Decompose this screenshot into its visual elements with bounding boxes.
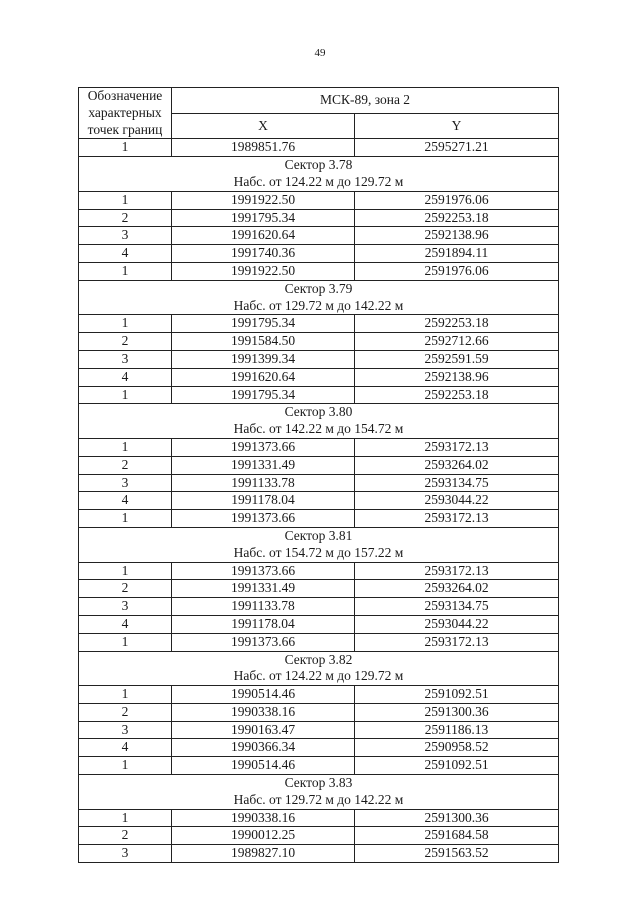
point-number-cell: 4: [79, 368, 172, 386]
point-number-cell: 2: [79, 209, 172, 227]
x-coordinate-cell: 1991795.34: [172, 209, 355, 227]
y-coordinate-cell: 2591563.52: [355, 845, 559, 863]
x-coordinate-cell: 1991373.66: [172, 510, 355, 528]
x-coordinate-cell: 1991740.36: [172, 245, 355, 263]
point-number-cell: 1: [79, 757, 172, 775]
y-coordinate-cell: 2593044.22: [355, 615, 559, 633]
table-body: [79, 139, 559, 863]
point-number-cell: 1: [79, 510, 172, 528]
x-coordinate-cell: 1991133.78: [172, 598, 355, 616]
x-coordinate-cell: 1990338.16: [172, 703, 355, 721]
table-row: [79, 438, 559, 456]
x-coordinate-cell: 1991373.66: [172, 438, 355, 456]
table-row: [79, 350, 559, 368]
point-number-cell: 4: [79, 492, 172, 510]
x-coordinate-cell: 1991620.64: [172, 368, 355, 386]
y-coordinate-cell: 2593134.75: [355, 598, 559, 616]
y-coordinate-cell: 2591894.11: [355, 245, 559, 263]
sector-elevation-range: Набс. от 129.72 м до 142.22 м: [233, 297, 404, 313]
sector-header: [79, 404, 559, 439]
table-row: [79, 598, 559, 616]
point-number-cell: 2: [79, 703, 172, 721]
x-coordinate-cell: 1991331.49: [172, 580, 355, 598]
sector-header-row: [79, 651, 559, 686]
point-number-cell: 3: [79, 721, 172, 739]
table-row: [79, 386, 559, 404]
x-coordinate-cell: 1990012.25: [172, 827, 355, 845]
y-coordinate-cell: 2591300.36: [355, 809, 559, 827]
table-row: [79, 262, 559, 280]
table-row: [79, 315, 559, 333]
y-coordinate-cell: 2590958.52: [355, 739, 559, 757]
point-number-cell: 3: [79, 598, 172, 616]
table-row: [79, 757, 559, 775]
table-row: [79, 510, 559, 528]
x-coordinate-cell: 1989851.76: [172, 139, 355, 157]
sector-title: Сектор 3.83: [284, 775, 353, 791]
point-number-cell: 4: [79, 739, 172, 757]
y-coordinate-cell: 2591186.13: [355, 721, 559, 739]
point-number-cell: 1: [79, 809, 172, 827]
table-row: [79, 580, 559, 598]
x-column-header: X: [172, 113, 355, 139]
point-number-cell: 4: [79, 615, 172, 633]
y-coordinate-cell: 2591300.36: [355, 703, 559, 721]
y-coordinate-cell: 2592138.96: [355, 227, 559, 245]
table-row: [79, 845, 559, 863]
y-coordinate-cell: 2593172.13: [355, 438, 559, 456]
x-coordinate-cell: 1991373.66: [172, 633, 355, 651]
x-coordinate-cell: 1991331.49: [172, 456, 355, 474]
sector-title: Сектор 3.80: [284, 404, 353, 420]
y-coordinate-cell: 2593172.13: [355, 510, 559, 528]
x-coordinate-cell: 1991399.34: [172, 350, 355, 368]
sector-elevation-range: Набс. от 129.72 м до 142.22 м: [233, 791, 404, 807]
table-row: [79, 492, 559, 510]
sector-title: Сектор 3.79: [284, 280, 353, 296]
x-coordinate-cell: 1991178.04: [172, 492, 355, 510]
table-row: [79, 227, 559, 245]
point-number-cell: 3: [79, 474, 172, 492]
table-row: [79, 615, 559, 633]
x-coordinate-cell: 1991133.78: [172, 474, 355, 492]
table-row: [79, 209, 559, 227]
coordinates-table: [78, 87, 559, 863]
y-coordinate-cell: 2592253.18: [355, 315, 559, 333]
sector-header: [79, 775, 559, 810]
x-coordinate-cell: 1991795.34: [172, 386, 355, 404]
table-row: [79, 686, 559, 704]
point-number-cell: 2: [79, 333, 172, 351]
point-number-cell: 2: [79, 827, 172, 845]
point-number-cell: 4: [79, 245, 172, 263]
x-coordinate-cell: 1991584.50: [172, 333, 355, 351]
sector-header: [79, 157, 559, 192]
sector-elevation-range: Набс. от 142.22 м до 154.72 м: [233, 421, 404, 437]
table-row: [79, 368, 559, 386]
table-row: [79, 721, 559, 739]
point-number-cell: 2: [79, 580, 172, 598]
y-coordinate-cell: 2593044.22: [355, 492, 559, 510]
sector-header-row: [79, 280, 559, 315]
table-row: [79, 474, 559, 492]
coordinate-system-header: МСК-89, зона 2: [172, 88, 559, 114]
sector-title: Сектор 3.78: [284, 157, 353, 173]
y-coordinate-cell: 2593264.02: [355, 456, 559, 474]
x-coordinate-cell: 1991178.04: [172, 615, 355, 633]
y-coordinate-cell: 2592712.66: [355, 333, 559, 351]
point-number-cell: 1: [79, 139, 172, 157]
sector-header-row: [79, 404, 559, 439]
sector-title: Сектор 3.82: [284, 651, 353, 667]
table-row: [79, 333, 559, 351]
y-coordinate-cell: 2593264.02: [355, 580, 559, 598]
point-number-cell: 1: [79, 191, 172, 209]
y-coordinate-cell: 2593172.13: [355, 562, 559, 580]
y-coordinate-cell: 2593172.13: [355, 633, 559, 651]
y-coordinate-cell: 2592591.59: [355, 350, 559, 368]
point-number-cell: 1: [79, 386, 172, 404]
point-number-cell: 3: [79, 845, 172, 863]
x-coordinate-cell: 1990514.46: [172, 686, 355, 704]
table-row: [79, 456, 559, 474]
point-number-cell: 1: [79, 633, 172, 651]
point-number-cell: 1: [79, 315, 172, 333]
point-number-cell: 1: [79, 438, 172, 456]
sector-header-row: [79, 527, 559, 562]
x-coordinate-cell: 1991373.66: [172, 562, 355, 580]
y-coordinate-cell: 2592253.18: [355, 386, 559, 404]
point-number-cell: 2: [79, 456, 172, 474]
point-number-cell: 3: [79, 227, 172, 245]
point-designation-header: Обозначение характерных точек границ: [79, 88, 172, 139]
point-number-cell: 3: [79, 350, 172, 368]
y-coordinate-cell: 2591684.58: [355, 827, 559, 845]
y-column-header: Y: [355, 113, 559, 139]
x-coordinate-cell: 1990514.46: [172, 757, 355, 775]
table-row: [79, 562, 559, 580]
table-row: [79, 633, 559, 651]
y-coordinate-cell: 2592138.96: [355, 368, 559, 386]
sector-header: [79, 651, 559, 686]
y-coordinate-cell: 2591092.51: [355, 686, 559, 704]
sector-elevation-range: Набс. от 154.72 м до 157.22 м: [233, 544, 404, 560]
table-row: [79, 827, 559, 845]
point-number-cell: 1: [79, 562, 172, 580]
y-coordinate-cell: 2591976.06: [355, 191, 559, 209]
x-coordinate-cell: 1990338.16: [172, 809, 355, 827]
sector-header-row: [79, 157, 559, 192]
point-number-cell: 1: [79, 262, 172, 280]
x-coordinate-cell: 1990163.47: [172, 721, 355, 739]
page-number: 49: [314, 47, 326, 59]
x-coordinate-cell: 1989827.10: [172, 845, 355, 863]
x-coordinate-cell: 1991922.50: [172, 262, 355, 280]
y-coordinate-cell: 2595271.21: [355, 139, 559, 157]
sector-elevation-range: Набс. от 124.22 м до 129.72 м: [233, 668, 404, 684]
point-number-cell: 1: [79, 686, 172, 704]
x-coordinate-cell: 1991795.34: [172, 315, 355, 333]
sector-header: [79, 280, 559, 315]
table-row: [79, 245, 559, 263]
x-coordinate-cell: 1991922.50: [172, 191, 355, 209]
table-row: [79, 191, 559, 209]
x-coordinate-cell: 1991620.64: [172, 227, 355, 245]
table-row: [79, 139, 559, 157]
x-coordinate-cell: 1990366.34: [172, 739, 355, 757]
y-coordinate-cell: 2593134.75: [355, 474, 559, 492]
sector-header: [79, 527, 559, 562]
sector-elevation-range: Набс. от 124.22 м до 129.72 м: [233, 173, 404, 189]
table-row: [79, 703, 559, 721]
table-row: [79, 739, 559, 757]
sector-header-row: [79, 775, 559, 810]
sector-title: Сектор 3.81: [284, 527, 353, 543]
table-header-row: [79, 88, 559, 114]
y-coordinate-cell: 2591976.06: [355, 262, 559, 280]
table-row: [79, 809, 559, 827]
y-coordinate-cell: 2592253.18: [355, 209, 559, 227]
y-coordinate-cell: 2591092.51: [355, 757, 559, 775]
